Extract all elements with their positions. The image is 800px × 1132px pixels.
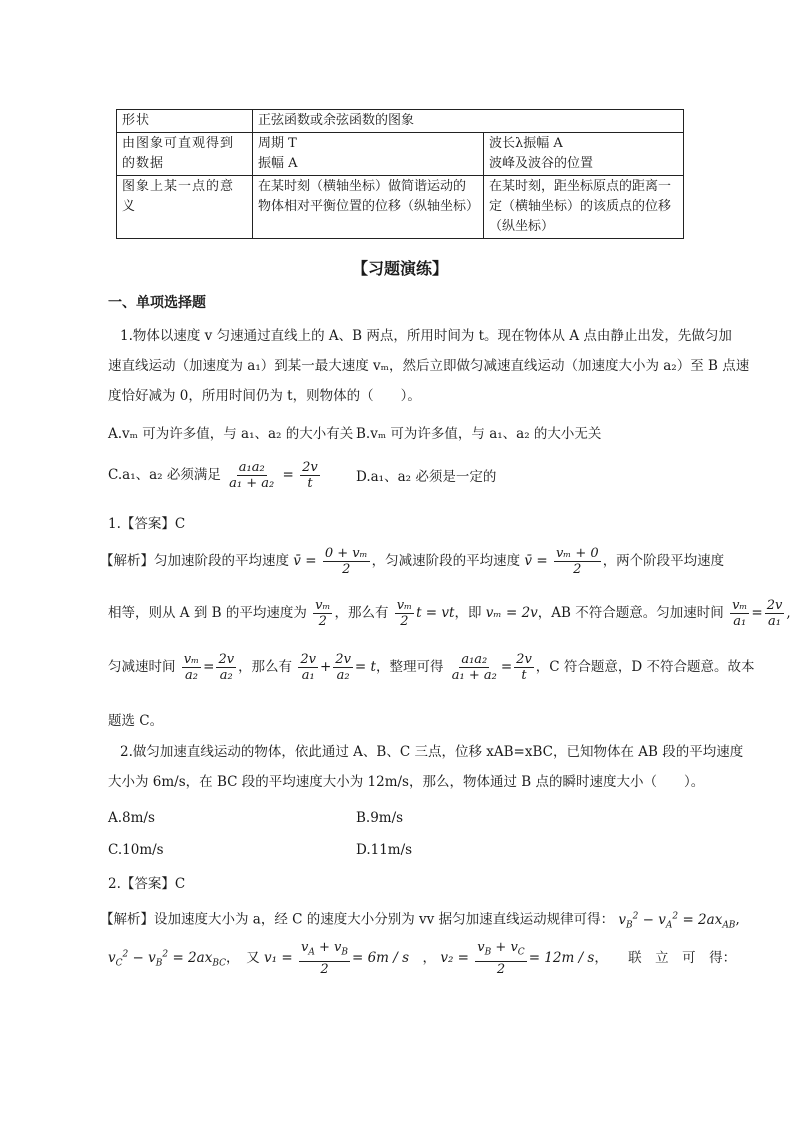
section-heading: 一、单项选择题 (108, 295, 206, 311)
cell-line: 振幅 A (258, 156, 298, 171)
exp-text: ，两个阶段平均速度 (602, 553, 725, 569)
table-row (117, 176, 684, 239)
exp-text: ，那么有 (238, 659, 293, 675)
option-c-label: C.a₁、a₂ 必须满足 (108, 467, 221, 483)
wave-comparison-table (116, 109, 684, 239)
q2-option-b: B.9m/s (356, 810, 404, 826)
formula-fraction: $\frac{\text{vₘ}}{\text{a₁}}$ (732, 598, 748, 629)
cell-line: 波峰及波谷的位置 (489, 156, 594, 171)
table-cell: 在某时刻（横轴坐标）做简谐运动的物体相对平衡位置的位移（纵轴坐标） (253, 176, 484, 239)
q2-option-c: C.10m/s (108, 842, 164, 858)
table-cell (484, 133, 684, 176)
q1-option-b: B.vₘ 可为许多值，与 a₁、a₂ 的大小无关 (356, 426, 602, 442)
formula-fraction: $\frac{\text{vₘ}}{2}$ (315, 598, 331, 629)
exp-text: 【解析】设加速度大小为 a，经 C 的速度大小分别为 vv 据匀加速直线运动规律可得： (100, 911, 615, 928)
table-cell: 形状 (117, 110, 253, 133)
question-1-line-1: 1.物体以速度 v 匀速通过直线上的 A、B 两点，所用时间为 t。现在物体从 A 点由静止出发，先做匀加 (120, 328, 732, 344)
exp-text: ， 联 立 可 得： (594, 949, 737, 966)
question-2-line-2: 大小为 6m/s，在 BC 段的平均速度大小为 12m/s，那么，物体通过 B 点的瞬时速度大小（ ）。 (108, 774, 705, 790)
q1-option-c: C.a₁、a₂ 必须满足 $\frac{\text{a₁a₂}}{\text{a₁ + a₂}}$ = $\frac{2v}{t}$ (108, 460, 318, 491)
q1-answer: 1.【答案】C (108, 516, 186, 532)
q1-option-a: A.vₘ 可为许多值，与 a₁、a₂ 的大小有关 (108, 426, 354, 442)
formula-fraction: $\frac{v_A + v_B}{2}$ (300, 940, 348, 977)
exp-text: 相等，则从 A 到 B 的平均速度为 (108, 605, 307, 621)
table-cell: 在某时刻，距坐标原点的距离一定（横轴坐标）的该质点的位移（纵坐标） (484, 176, 684, 239)
q1-option-d: D.a₁、a₂ 必须是一定的 (356, 469, 497, 485)
formula-fraction: $\frac{\text{vₘ + 0}}{2}$ (555, 546, 599, 577)
exp-text: ， 又 (225, 949, 260, 966)
question-1-line-2: 速直线运动（加速度为 a₁）到某一最大速度 vₘ，然后立即做匀减速直线运动（加速度大小为 a₂）至 B 点速 (108, 358, 750, 374)
formula-fraction: $\frac{2v}{\text{a₁}}$ (766, 598, 783, 629)
formula-fraction: $\frac{\text{a₁a₂}}{\text{a₁ + a₂}}$ (229, 460, 275, 491)
formula-fraction: $\frac{v_B + v_C}{2}$ (477, 940, 525, 977)
q2-explanation-line-2: $v_C^2 - v_B^2 = 2ax_{BC}$， 又 v₁ = $\frac{v_A + v_B}{2}$ = 6m / s ， v₂ = $\frac{v_B + v_C}{2}$ = 12m / s， 联 立 可 得： (108, 940, 737, 977)
formula-fraction: $\frac{2v}{t}$ (302, 460, 318, 491)
exp-text: ，那么有 (334, 605, 389, 621)
cell-line: 周期 T (258, 136, 297, 151)
exp-text: ，整理可得 (375, 659, 444, 675)
q2-answer: 2.【答案】C (108, 876, 186, 892)
formula-fraction: $\frac{\text{vₘ}}{\text{a₂}}$ (183, 652, 200, 683)
q2-option-a: A.8m/s (108, 810, 155, 826)
formula-fraction: $\frac{2v}{\text{a₂}}$ (218, 652, 235, 683)
q1-explanation-line-3: 匀减速时间 $\frac{\text{vₘ}}{\text{a₂}}$ = $\frac{2v}{\text{a₂}}$ ，那么有 $\frac{2v}{\text{a₁}}$ + $\frac{2v}{\text{a₂}}$ = t，整理可得 $\frac{\text{a₁a₂}}{\text{a₁ + a₂}}$ = $\frac{2v}{t}$ ，C 符合题意，D 不符合题意。故本 (108, 652, 755, 683)
formula-fraction: $\frac{2v}{t}$ (516, 652, 532, 683)
question-1-line-3: 度恰好减为 0，所用时间仍为 t，则物体的（ ）。 (108, 388, 421, 404)
table-cell: 正弦函数或余弦函数的图象 (253, 110, 684, 133)
exp-text: 【解析】匀加速阶段的平均速度 (100, 553, 289, 569)
q1-explanation-line-2: 相等，则从 A 到 B 的平均速度为 $\frac{\text{vₘ}}{2}$ ，那么有 $\frac{\text{vₘ}}{2}$ t = vt，即 vₘ = 2v，AB 不符合题意。匀加速时间 $\frac{\text{vₘ}}{\text{a₁}}$ = $\frac{2v}{\text{a₁}}$ , (108, 598, 791, 629)
table-cell (253, 133, 484, 176)
section-title: 【习题演练】 (351, 259, 448, 278)
formula-fraction: $\frac{\text{vₘ}}{2}$ (396, 598, 413, 629)
exp-text: ，匀减速阶段的平均速度 (371, 553, 521, 569)
q1-explanation-line-4: 题选 C。 (108, 713, 164, 729)
table-row (117, 133, 684, 176)
question-2-line-1: 2.做匀加速直线运动的物体，依此通过 A、B、C 三点，位移 xAB=xBC，已知物体在 AB 段的平均速度 (120, 744, 744, 760)
formula-fraction: $\frac{\text{a₁a₂}}{\text{a₁ + a₂}}$ (451, 652, 497, 683)
exp-text: ，即 (454, 605, 482, 621)
table-row (117, 110, 684, 133)
table-cell: 图象上某一点的意义 (117, 176, 253, 239)
cell-line: 波长λ振幅 A (489, 136, 563, 151)
table-cell: 由图象可直观得到的数据 (117, 133, 253, 176)
exp-text: 匀减速时间 (108, 659, 176, 675)
exp-text: ，AB 不符合题意。匀加速时间 (537, 605, 724, 621)
q1-explanation-line-1: 【解析】匀加速阶段的平均速度 v̄ = $\frac{\text{0 + vₘ}}{2}$ ，匀减速阶段的平均速度 v̄ = $\frac{\text{vₘ + 0}}{2}$ ，两个阶段平均速度 (100, 546, 725, 577)
q2-option-d: D.11m/s (356, 842, 413, 858)
exp-text: ，C 符合题意，D 不符合题意。故本 (535, 659, 755, 675)
q2-explanation-line-1: 【解析】设加速度大小为 a，经 C 的速度大小分别为 vv 据匀加速直线运动规律可得： $v_B^2 - v_A^2 = 2ax_{AB}$, (100, 911, 740, 931)
formula-fraction: $\frac{2v}{\text{a₂}}$ (335, 652, 351, 683)
formula-fraction: $\frac{\text{0 + vₘ}}{2}$ (324, 546, 368, 577)
formula-fraction: $\frac{2v}{\text{a₁}}$ (300, 652, 316, 683)
